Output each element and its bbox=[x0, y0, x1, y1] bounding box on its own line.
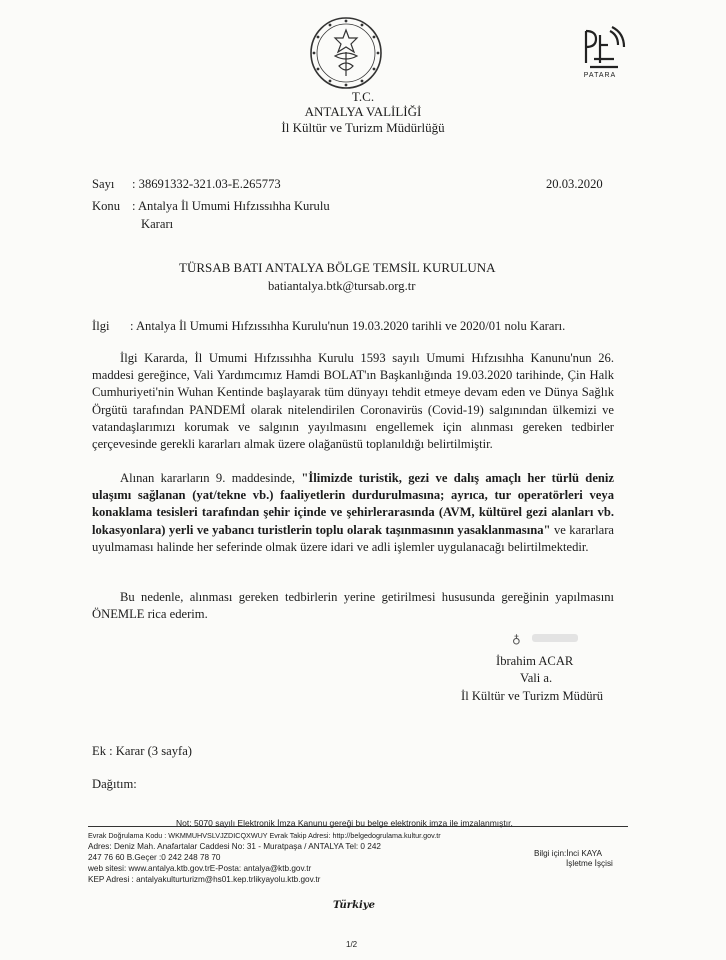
letterhead-institution: ANTALYA VALİLİĞİ bbox=[304, 104, 422, 119]
recipient-name: TÜRSAB BATI ANTALYA BÖLGE TEMSİL KURULUNA bbox=[179, 260, 496, 275]
info-contact-role: İşletme İşçisi bbox=[566, 859, 613, 868]
signatory-name: İbrahim ACAR bbox=[496, 654, 574, 668]
body-paragraph-1: İlgi Kararda, İl Umumi Hıfzıssıhha Kurulu 1593 sayılı Umumi Hıfzısıhha Kanunu'nun 26. maddesi gereğince, Vali Yardımcımız Hamdi BOLAT'ın Başkanlığında 19.03.2020 tarihinde, Çin Halk Cumhuriyeti'nin Wuhan Kentinde başlayarak tüm dünyayı tehdit etmeye devam eden ve Dünya Sağlık Örgütü tarafından PANDEMİ olarak nitelendirilen Coronavirüs (Covid-19) salgınından ülkemizi ve vatandaşlarımızı korumak ve salgının yayılmasını engellemek için alınması gereken tedbirler çerçevesinde gerekli kararları almak üzere olağanüstü toplanıldığı belirtilmiştir. bbox=[92, 351, 614, 452]
konu-value: : Antalya İl Umumi Hıfzıssıhha Kurulu bbox=[132, 199, 330, 213]
kep-address-line: KEP Adresi : antalyakulturturizm@hs01.kep.trlikyayolu.ktb.gov.tr bbox=[88, 875, 321, 884]
phone-line: 247 76 60 B.Geçer :0 242 248 78 70 bbox=[88, 853, 221, 862]
attachment-line: Ek : Karar (3 sayfa) bbox=[92, 744, 192, 758]
document-date: 20.03.2020 bbox=[546, 177, 603, 191]
recipient-email: batiantalya.btk@tursab.org.tr bbox=[268, 279, 416, 293]
konu-label: Konu bbox=[92, 199, 120, 213]
body-paragraph-2-start: Alınan kararların 9. maddesinde, bbox=[120, 471, 302, 485]
e-signature-mark bbox=[532, 634, 578, 642]
signatory-title: Vali a. bbox=[520, 671, 553, 685]
letterhead-department: İl Kültür ve Turizm Müdürlüğü bbox=[281, 120, 445, 135]
patara-logo-text: PATARA bbox=[583, 72, 617, 79]
letterhead-tc: T.C. bbox=[351, 89, 375, 104]
sayi-value: : 38691332-321.03-E.265773 bbox=[132, 177, 281, 191]
e-signature-icon: ♁ bbox=[512, 632, 521, 646]
body-paragraph-3: Bu nedenle, alınması gereken tedbirlerin yerine getirilmesi hususunda gereğinin yapılmasını ÖNEMLE rica ederim. bbox=[92, 590, 614, 622]
body-paragraph-2 bbox=[92, 470, 614, 556]
ilgi-label: İlgi bbox=[92, 319, 110, 333]
sayi-label: Sayı bbox=[92, 177, 115, 191]
ilgi-value: : Antalya İl Umumi Hıfzıssıhha Kurulu'nun 19.03.2020 tarihli ve 2020/01 nolu Kararı. bbox=[130, 319, 566, 333]
verification-code-line: Evrak Doğrulama Kodu : WKMMUHVSLVJZDICQXWUY Evrak Takip Adresi: http://belgedogrulama.kultur.gov.tr bbox=[88, 831, 441, 840]
website-line: web sitesi: www.antalya.ktb.gov.trE-Posta: antalya@ktb.gov.tr bbox=[88, 864, 312, 873]
e-signature-note: Not: 5070 sayılı Elektronik İmza Kanunu gereği bu belge elektronik imza ile imzalanmıştır. bbox=[176, 818, 513, 828]
body-paragraph-2-end: ve kararlara uyulmaması halinde her seferinde olmak üzere idari ve adli işlemler uygulanacağı belirtilmektedir. bbox=[92, 522, 615, 554]
signatory-department: İl Kültür ve Turizm Müdürü bbox=[461, 689, 604, 703]
page-number: 1/2 bbox=[346, 940, 358, 949]
ministry-seal-icon bbox=[309, 16, 383, 90]
info-contact: Bilgi için:İnci KAYA bbox=[534, 849, 602, 858]
konu-value-cont: Kararı bbox=[141, 217, 174, 231]
body-paragraph-2-bold: "İlimizde turistik, gezi ve dalış amaçlı her türlü deniz ulaşımı sağlanan (yat/tekne vb.) faaliyetlerin durdurulmasına; ayrıca, tur operatörleri veya konaklama tesisleri tarafından şehir içinde ve şehirlerarasında (AVM, kültürel gezi alanları vb. lokasyonlara) yerli ve yabancı turistlerin toplu olarak taşınmasının yasaklanmasına" bbox=[92, 471, 614, 537]
footer-divider bbox=[88, 826, 628, 827]
address-line: Adres: Deniz Mah. Anafartalar Caddesi No: 31 - Muratpaşa / ANTALYA Tel: 0 242 bbox=[88, 842, 381, 851]
turkiye-logo-text: Türkiye bbox=[333, 900, 375, 911]
distribution-label: Dağıtım: bbox=[92, 777, 137, 791]
